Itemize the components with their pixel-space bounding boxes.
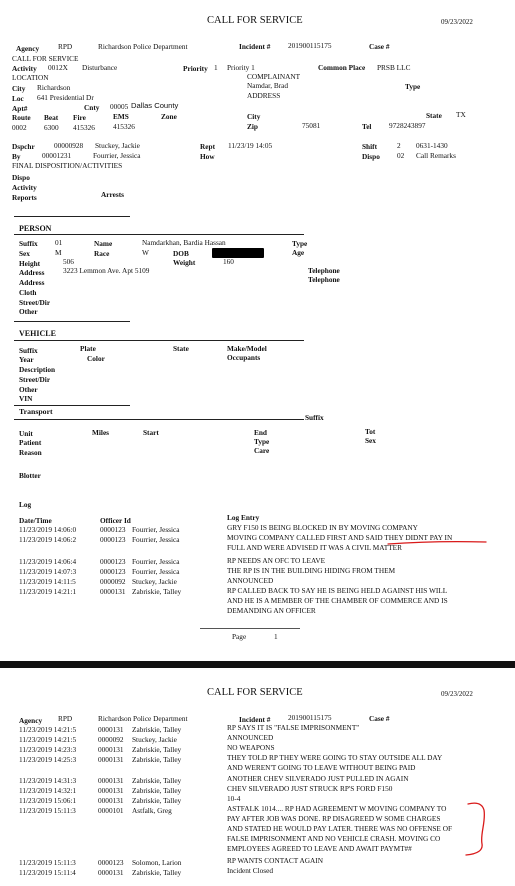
height-label: Height [19, 259, 41, 268]
page-separator [0, 661, 515, 668]
telephone-label: Telephone [308, 266, 340, 275]
print-date: 09/23/2022 [441, 690, 473, 698]
route-value: 0002 [12, 123, 27, 132]
shift-label: Shift [362, 142, 378, 151]
zone-label: Zone [161, 112, 177, 121]
log-officer-name: Fourrier, Jessica [132, 557, 180, 566]
cnty-label: Cnty [84, 103, 100, 112]
paddress-label: Address [19, 268, 45, 277]
dispo-label: Dispo [362, 152, 380, 161]
shift-value: 2 [397, 141, 401, 150]
dspchr-label: Dspchr [12, 142, 35, 151]
sex-label: Sex [19, 249, 30, 258]
agency-label: Agency [19, 716, 43, 725]
incident-label: Incident # [239, 715, 271, 724]
page-title: CALL FOR SERVICE [207, 687, 303, 698]
log-label: Log [19, 500, 32, 509]
cnty-code: 00005 [110, 102, 129, 111]
officer-label: Officer Id [100, 516, 131, 525]
log-officer-id: 0000131 [98, 868, 124, 877]
log-entry-line: RP WANTS CONTACT AGAIN [227, 856, 323, 865]
weight-value: 160 [223, 257, 234, 266]
footer-rule [200, 628, 300, 629]
log-datetime: 11/23/2019 14:11:5 [19, 577, 76, 586]
fire-label: Fire [73, 113, 86, 122]
log-datetime: 11/23/2019 14:06:4 [19, 557, 77, 566]
tot-label: Tot [365, 427, 376, 436]
height-value: 506 [63, 257, 74, 266]
case-label: Case # [369, 42, 390, 51]
occupants-label: Occupants [227, 353, 261, 362]
weight-label: Weight [173, 258, 196, 267]
start-label: Start [143, 428, 159, 437]
log-officer-name: Solomon, Larion [132, 858, 182, 867]
incident-label: Incident # [239, 42, 271, 51]
log-datetime: 11/23/2019 14:21:5 [19, 725, 77, 734]
by-id: 00001231 [42, 151, 72, 160]
red-underline-annotation [386, 538, 490, 548]
vstreet-label: Street/Dir [19, 375, 51, 384]
incident-number: 201900115175 [288, 41, 332, 50]
transport-rule-top [14, 405, 130, 406]
log-officer-id: 0000131 [98, 776, 124, 785]
tel-label: Tel [362, 122, 372, 131]
log-officer-name: Zabriskie, Talley [132, 725, 182, 734]
zip-value: 75081 [302, 121, 321, 130]
agency-value: RPD [58, 42, 73, 51]
city-value: Richardson [37, 83, 71, 92]
age-label: Age [292, 248, 305, 257]
common-place-label: Common Place [318, 63, 366, 72]
telephone2-label: Telephone [308, 275, 340, 284]
tel-value: 9728243897 [389, 121, 426, 130]
datetime-label: Date/Time [19, 516, 52, 525]
log-entry-line: NO WEAPONS [227, 743, 275, 752]
suffix-label: Suffix [19, 239, 38, 248]
how-label: How [200, 152, 215, 161]
city2-label: City [247, 112, 261, 121]
fire-value: 415326 [73, 123, 95, 132]
complainant-name: Namdar, Brad [247, 81, 289, 90]
state-label: State [426, 111, 442, 120]
arrests-label: Arrests [101, 190, 124, 199]
other-label: Other [19, 307, 38, 316]
print-date: 09/23/2022 [441, 18, 473, 26]
page-title: CALL FOR SERVICE [207, 15, 303, 26]
vin-label: VIN [19, 394, 33, 403]
log-officer-name: Zabriskie, Talley [132, 587, 182, 596]
log-entry-line: AND HE IS A MEMBER OF THE CHAMBER OF COMMERCE AND IS [227, 596, 448, 605]
log-datetime: 11/23/2019 15:11:4 [19, 868, 76, 877]
log-entry-line: THE RP IS IN THE BUILDING HIDING FROM THEM [227, 566, 396, 575]
log-officer-name: Zabriskie, Talley [132, 868, 182, 877]
agency-value: RPD [58, 714, 73, 723]
incident-number: 201900115175 [288, 713, 332, 722]
log-entry-line: AND STATED HE WOULD PAY LATER. THERE WAS NO OFFENSE OF [227, 824, 453, 833]
zip-label: Zip [247, 122, 258, 131]
complainant-label: COMPLAINANT [247, 72, 301, 81]
log-officer-id: 0000131 [98, 725, 124, 734]
end-label: End [254, 428, 267, 437]
street-label: Street/Dir [19, 298, 51, 307]
person-header: PERSON [19, 224, 52, 233]
vehicle-header: VEHICLE [19, 329, 56, 338]
log-officer-id: 0000131 [100, 587, 126, 596]
cfs-line: CALL FOR SERVICE [12, 54, 79, 63]
log-entry-line: ANNOUNCED [227, 733, 274, 742]
log-entry-line: 10-4 [227, 794, 241, 803]
log-officer-name: Fourrier, Jessica [132, 525, 180, 534]
dob-redaction [212, 248, 264, 258]
sex-value: M [55, 248, 62, 257]
log-officer-id: 0000131 [98, 796, 124, 805]
log-entry-line: RP NEEDS AN OFC TO LEAVE [227, 556, 326, 565]
log-datetime: 11/23/2019 14:21:1 [19, 587, 77, 596]
race-label: Race [94, 249, 110, 258]
activity2-label: Activity [12, 183, 37, 192]
log-datetime: 11/23/2019 14:21:5 [19, 735, 77, 744]
vehicle-rule-top [14, 321, 130, 322]
red-bracket-annotation [462, 800, 492, 860]
race-value: W [142, 248, 149, 257]
case-label: Case # [369, 714, 390, 723]
by-label: By [12, 152, 21, 161]
person-rule-top [14, 216, 130, 217]
log-entry-line: DEMANDING AN OFFICER [227, 606, 316, 615]
transport-header: Transport [19, 407, 53, 416]
log-datetime: 11/23/2019 14:07:3 [19, 567, 77, 576]
log-officer-name: Fourrier, Jessica [132, 567, 180, 576]
dispo2-label: Dispo [12, 173, 30, 182]
final-dispo: FINAL DISPOSITION/ACTIVITIES [12, 161, 123, 170]
dispo-desc: Call Remarks [416, 151, 456, 160]
suffix-value: 01 [55, 238, 63, 247]
vehicle-rule [14, 340, 304, 341]
log-datetime: 11/23/2019 14:25:3 [19, 755, 77, 764]
transport-rule [14, 419, 304, 420]
log-officer-name: Stuckey, Jackie [132, 577, 177, 586]
paddress-value: 3223 Lemmon Ave. Apt 5109 [63, 266, 150, 275]
log-entry-line: CHEV SILVERADO JUST STRUCK RP'S FORD F150 [227, 784, 393, 793]
person-rule [14, 234, 304, 235]
log-entry-line: Incident Closed [227, 866, 274, 875]
log-entry-line: RP CALLED BACK TO SAY HE IS BEING HELD AGAINST HIS WILL [227, 586, 448, 595]
log-datetime: 11/23/2019 15:11:3 [19, 858, 76, 867]
log-entry-line: FALSE IMPRISONMENT AND NO VEHICLE CRASH. MOVING CO [227, 834, 441, 843]
loc-label: Loc [12, 94, 24, 103]
state-value: TX [456, 110, 466, 119]
log-officer-name: Zabriskie, Talley [132, 755, 182, 764]
person-name: Namdarkhan, Bardia Hassan [142, 238, 226, 247]
vstate-label: State [173, 344, 189, 353]
log-officer-id: 0000123 [100, 535, 126, 544]
apt-label: Apt# [12, 104, 28, 113]
log-officer-id: 0000131 [98, 745, 124, 754]
vsuffix-label: Suffix [19, 346, 38, 355]
agency-label: Agency [16, 44, 40, 53]
care-label: Care [254, 446, 270, 455]
log-entry-line: GRY F150 IS BEING BLOCKED IN BY MOVING COMPANY [227, 523, 418, 532]
rept-value: 11/23/19 14:05 [228, 141, 273, 150]
log-entry-line: MOVING COMPANY CALLED FIRST AND SAID THEY DIDNT PAY IN [227, 533, 453, 542]
dob-label: DOB [173, 249, 189, 258]
department-name: Richardson Police Department [98, 42, 188, 51]
tsex-label: Sex [365, 436, 376, 445]
activity-code: 0012X [48, 63, 68, 72]
address2-label: Address [19, 278, 45, 287]
page-label: Page [232, 632, 247, 641]
patient-label: Patient [19, 438, 42, 447]
location-label: LOCATION [12, 73, 49, 82]
ems-value: 415326 [113, 122, 135, 131]
plate-label: Plate [80, 344, 96, 353]
log-officer-name: Zabriskie, Talley [132, 745, 182, 754]
log-datetime: 11/23/2019 14:32:1 [19, 786, 77, 795]
department-name: Richardson Police Department [98, 714, 188, 723]
log-officer-name: Stuckey, Jackie [132, 735, 177, 744]
loc-value: 641 Presidential Dr [37, 93, 94, 102]
log-officer-id: 0000131 [98, 755, 124, 764]
unit-label: Unit [19, 429, 33, 438]
log-officer-name: Zabriskie, Talley [132, 796, 182, 805]
log-entry-line: ASTFALK 1014.... RP HAD AGREEMENT W MOVING COMPANY TO [227, 804, 447, 813]
priority-value: 1 [214, 63, 218, 72]
log-datetime: 11/23/2019 14:31:3 [19, 776, 77, 785]
log-officer-id: 0000123 [100, 557, 126, 566]
priority-text: Priority 1 [227, 63, 255, 72]
log-officer-id: 0000092 [98, 735, 124, 744]
common-place-value: PRSB LLC [377, 63, 411, 72]
type-label: Type [405, 82, 421, 91]
route-label: Route [12, 113, 31, 122]
beat-label: Beat [44, 113, 59, 122]
log-officer-name: Fourrier, Jessica [132, 535, 180, 544]
dspchr-id: 00000928 [54, 141, 84, 150]
log-datetime: 11/23/2019 15:11:3 [19, 806, 76, 815]
log-datetime: 11/23/2019 14:06:2 [19, 535, 77, 544]
description-label: Description [19, 365, 56, 374]
ems-label: EMS [113, 112, 129, 121]
log-officer-name: Astfalk, Greg [132, 806, 172, 815]
reason-label: Reason [19, 448, 42, 457]
makemodel-label: Make/Model [227, 344, 267, 353]
log-officer-id: 0000092 [100, 577, 126, 586]
log-officer-id: 0000123 [100, 525, 126, 534]
log-officer-id: 0000101 [98, 806, 124, 815]
log-officer-id: 0000131 [98, 786, 124, 795]
log-officer-id: 0000123 [98, 858, 124, 867]
year-label: Year [19, 355, 34, 364]
reports-label: Reports [12, 193, 37, 202]
name-label: Name [94, 239, 113, 248]
shift-time: 0631-1430 [416, 141, 448, 150]
log-entry-line: RP SAYS IT IS "FALSE IMPRISONMENT" [227, 723, 360, 732]
address-label: ADDRESS [247, 91, 281, 100]
priority-label: Priority [183, 64, 208, 73]
ptype-label: Type [292, 239, 308, 248]
cnty-name: Dallas County [131, 101, 179, 110]
log-entry-line: FULL AND WERE ADVISED IT WAS A CIVIL MATTER [227, 543, 402, 552]
page-number: 1 [274, 632, 278, 641]
log-entry-line: AND WEREN'T GOING TO LEAVE WITHOUT BEING PAID [227, 763, 416, 772]
log-entry-line: PAY AFTER JOB WAS DONE. RP DISAGREED W SOME CHARGES [227, 814, 441, 823]
log-entry-line: ANNOUNCED [227, 576, 274, 585]
log-officer-name: Zabriskie, Talley [132, 786, 182, 795]
dispo-code: 02 [397, 151, 405, 160]
by-name: Fourrier, Jessica [93, 151, 141, 160]
log-officer-name: Zabriskie, Talley [132, 776, 182, 785]
beat-value: 6300 [44, 123, 59, 132]
log-entry-line: EMPLOYEES AGREED TO LEAVE AND AWAIT PAYMT## [227, 844, 412, 853]
blotter-label: Blotter [19, 471, 41, 480]
log-entry-line: THEY TOLD RP THEY WERE GOING TO STAY OUTSIDE ALL DAY [227, 753, 443, 762]
city-label: City [12, 84, 26, 93]
miles-label: Miles [92, 428, 110, 437]
logentry-label: Log Entry [227, 513, 260, 522]
dspchr-name: Stuckey, Jackie [95, 141, 140, 150]
activity-label: Activity [12, 64, 37, 73]
log-datetime: 11/23/2019 14:23:3 [19, 745, 77, 754]
tsuffix-label: Suffix [305, 413, 324, 422]
vother-label: Other [19, 385, 38, 394]
activity-desc: Disturbance [82, 63, 118, 72]
log-datetime: 11/23/2019 15:06:1 [19, 796, 77, 805]
rept-label: Rept [200, 142, 215, 151]
color-label: Color [87, 354, 105, 363]
log-officer-id: 0000123 [100, 567, 126, 576]
cloth-label: Cloth [19, 288, 37, 297]
log-datetime: 11/23/2019 14:06:0 [19, 525, 77, 534]
ttype-label: Type [254, 437, 270, 446]
log-entry-line: ANOTHER CHEV SILVERADO JUST PULLED IN AGAIN [227, 774, 409, 783]
